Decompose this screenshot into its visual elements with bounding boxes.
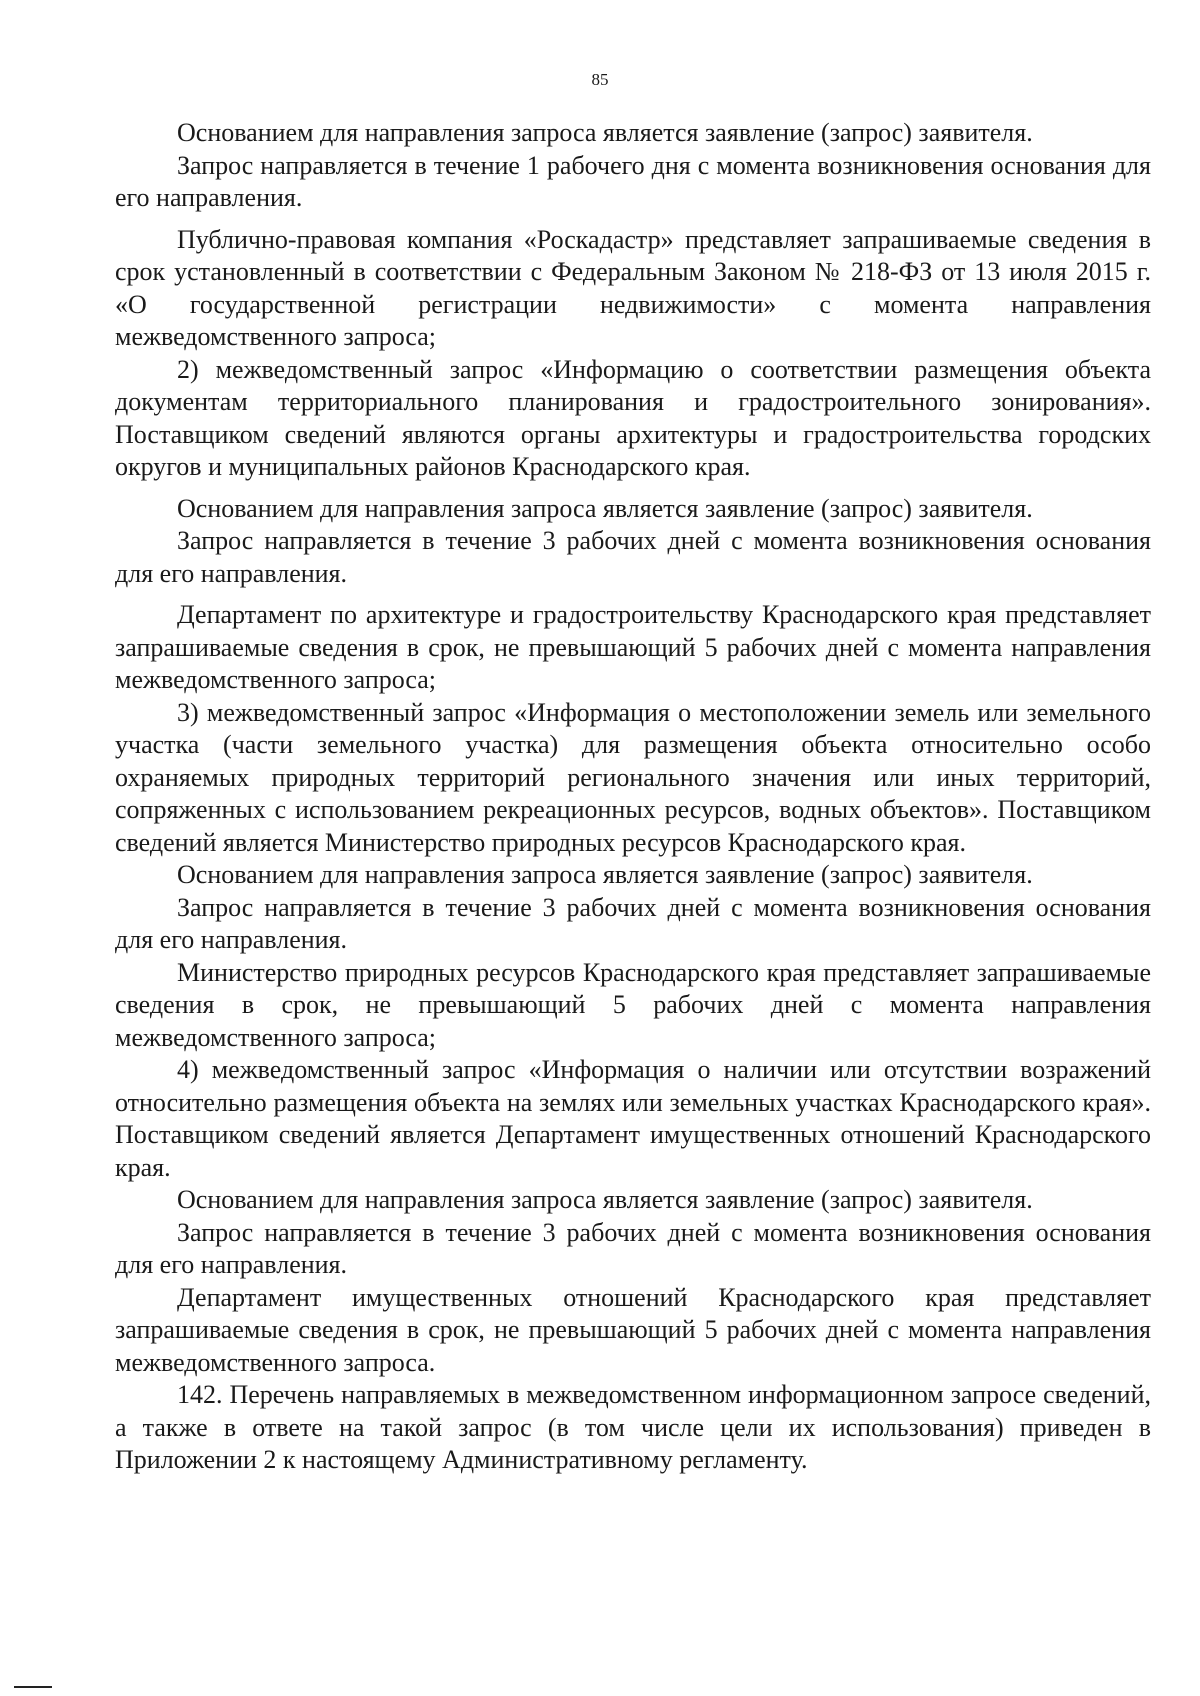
paragraph-basis-1: Основанием для направления запроса является заявление (запрос) заявителя.	[177, 118, 1033, 147]
document-body	[115, 117, 1151, 1477]
paragraph-architecture-dept-provides: Департамент по архитектуре и градостроительству Краснодарского края представляет запрашиваемые сведения в срок, не превышающий 5 рабочих дней с момента направления межведомственного запроса;	[115, 600, 1151, 694]
paragraph-basis-2: Основанием для направления запроса является заявление (запрос) заявителя.	[177, 493, 1033, 523]
paragraph-basis-3: Основанием для направления запроса является заявление (запрос) заявителя.	[177, 860, 1033, 889]
page-number: 85	[591, 70, 609, 89]
paragraph-roskadastr-provides: Публично-правовая компания «Роскадастр» представляет запрашиваемые сведения в срок установленный в соответствии с Федеральным Законом № 218-ФЗ от 13 июля 2015 г. «О государственной регистрации недвижимости» с момента направления межведомственного запроса;	[115, 224, 1151, 351]
paragraph-item-142: 142. Перечень направляемых в межведомственном информационном запросе сведений, а также в ответе на такой запрос (в том числе цели их использования) приведен в Приложении 2 к настоящему Административному регламенту.	[115, 1380, 1151, 1474]
scan-corner-mark	[14, 1686, 52, 1688]
paragraph-request-3: 3) межведомственный запрос «Информация о местоположении земель или земельного участка (части земельного участка) для размещения объекта относительно особо охраняемых природных территорий регионального значения или иных территорий, сопряженных с использованием рекреационных ресурсов, водных объектов». Поставщиком сведений является Министерство природных ресурсов Краснодарского края.	[115, 697, 1151, 857]
paragraph-deadline-4: Запрос направляется в течение 3 рабочих дней с момента возникновения основания для его направления.	[115, 1217, 1151, 1279]
paragraph-basis-4: Основанием для направления запроса является заявление (запрос) заявителя.	[177, 1185, 1033, 1214]
paragraph-property-dept-provides: Департамент имущественных отношений Краснодарского края представляет запрашиваемые сведения в срок, не превышающий 5 рабочих дней с момента направления межведомственного запроса.	[115, 1282, 1151, 1377]
paragraph-ministry-provides: Министерство природных ресурсов Краснодарского края представляет запрашиваемые сведения в срок, не превышающий 5 рабочих дней с момента направления межведомственного запроса;	[115, 957, 1151, 1052]
paragraph-deadline-3: Запрос направляется в течение 3 рабочих дней с момента возникновения основания для его направления.	[115, 892, 1151, 954]
paragraph-request-4: 4) межведомственный запрос «Информация о наличии или отсутствии возражений относительно размещения объекта на землях или земельных участках Краснодарского края». Поставщиком сведений является Департамент имущественных отношений Краснодарского края.	[115, 1055, 1151, 1182]
paragraph-request-2: 2) межведомственный запрос «Информацию о соответствии размещения объекта документам территориального планирования и градостроительного зонирования». Поставщиком сведений являются органы архитектуры и градостроительства городских округов и муниципальных районов Краснодарского края.	[115, 354, 1151, 481]
paragraph-deadline-1: Запрос направляется в течение 1 рабочего дня с момента возникновения основания для его направления.	[115, 150, 1151, 212]
paragraph-deadline-2: Запрос направляется в течение 3 рабочих дней с момента возникновения основания для его направления.	[115, 526, 1151, 588]
